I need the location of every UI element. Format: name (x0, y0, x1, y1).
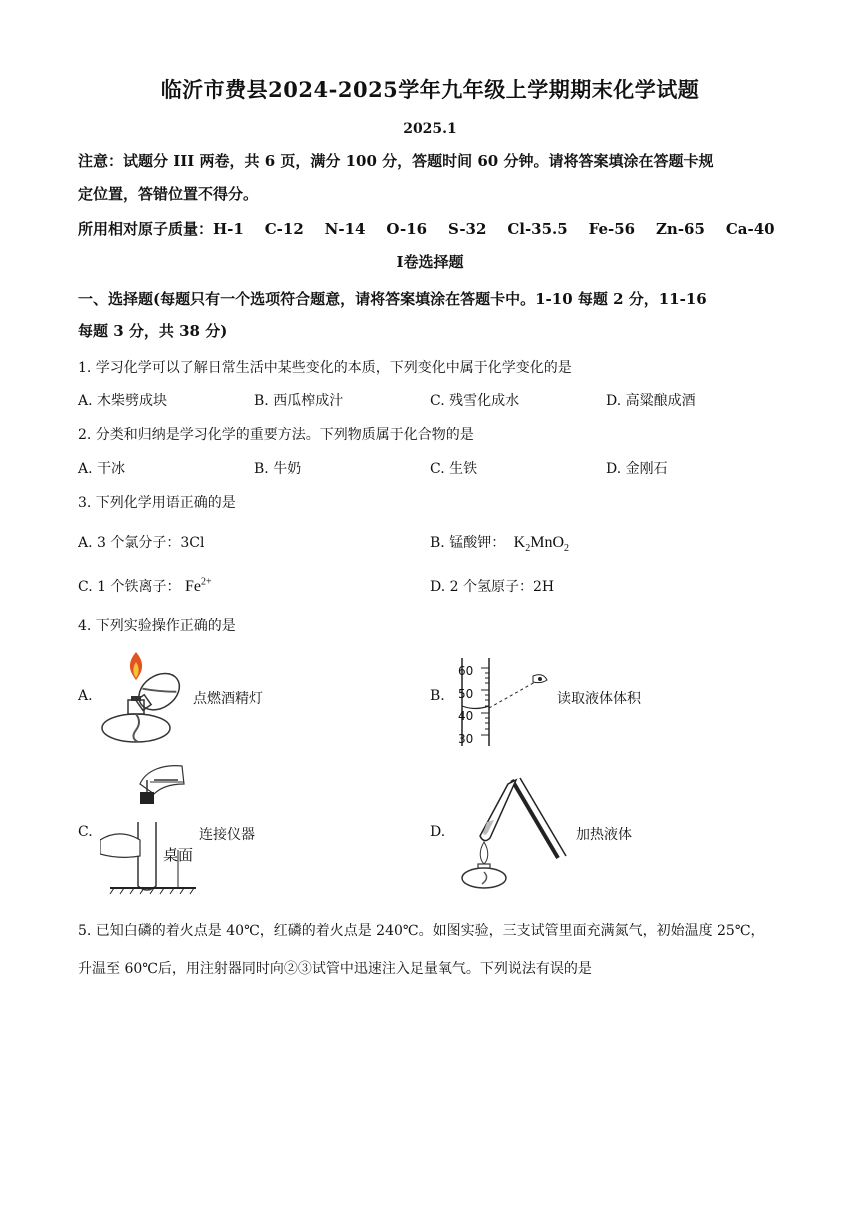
q2-option-b: B. 牛奶 (254, 461, 302, 477)
question-3-stem: 3. 下列化学用语正确的是 (78, 495, 236, 511)
q3-option-c-label: C. 1 个铁离子： (78, 579, 181, 595)
question-4-stem: 4. 下列实验操作正确的是 (78, 618, 236, 634)
potassium-manganate-formula: $K_2MnO_2$ (513, 534, 569, 555)
tick-label: 30 (458, 731, 474, 746)
q3-option-b-label: B. 锰酸钾： (430, 535, 506, 551)
q2-option-d: D. 金刚石 (606, 461, 668, 477)
q4-option-a-letter: A. (78, 688, 93, 704)
q3-option-b (430, 532, 569, 554)
alcohol-lamp-lighting-illustration (96, 650, 192, 746)
q4-option-a-caption: 点燃酒精灯 (193, 691, 263, 707)
question-5-stem-line-2: 升温至 60℃后，用注射器同时向②③试管中迅速注入足量氧气。下列说法有误的是 (78, 961, 592, 977)
q4-option-b-caption: 读取液体体积 (557, 691, 641, 707)
question-2-stem: 2. 分类和归纳是学习化学的重要方法。下列物质属于化合物的是 (78, 427, 474, 443)
section-title: Ⅰ卷选择题 (396, 253, 464, 271)
q4-option-c-caption: 连接仪器 (199, 827, 255, 843)
q1-option-d: D. 高粱酿成酒 (606, 393, 696, 409)
section-heading-line-1: 一、选择题(每题只有一个选项符合题意，请将答案填涂在答题卡中。1-10 每题 2 分，11-16 (78, 290, 707, 308)
q4-option-c-letter: C. (78, 824, 93, 840)
q4-option-b-letter: B. (430, 688, 445, 704)
notice-line-1: 注意：试题分 III 两卷，共 6 页，满分 100 分，答题时间 60 分钟。请将答案填涂在答题卡规 (78, 152, 714, 170)
heating-liquid-illustration (450, 772, 574, 890)
q3-option-c (78, 576, 212, 596)
desk-label: 桌面 (163, 846, 194, 864)
q3-option-d: D. 2 个氢原子：2H (430, 579, 555, 595)
q3-option-a: A. 3 个氯分子：3Cl (78, 535, 205, 551)
tick-label: 40 (458, 709, 474, 723)
page-title: 临沂市费县2024-2025学年九年级上学期期末化学试题 (160, 77, 700, 102)
exam-date: 2025.1 (403, 121, 457, 137)
tick-label: 60 (458, 664, 474, 678)
question-1-stem: 1. 学习化学可以了解日常生活中某些变化的本质，下列变化中属于化学变化的是 (78, 360, 572, 376)
atomic-masses: 所用相对原子质量：H-1 C-12 N-14 O-16 S-32 Cl-35.5 Fe-56 Zn-65 Ca-40 (78, 220, 775, 238)
connecting-apparatus-illustration (100, 760, 200, 896)
section-heading-line-2: 每题 3 分，共 38 分) (78, 322, 228, 340)
q1-option-b: B. 西瓜榨成汁 (254, 393, 344, 409)
q1-option-c: C. 残雪化成水 (430, 393, 520, 409)
q1-option-a: A. 木柴劈成块 (78, 393, 168, 409)
iron-ion-formula: $Fe^{2+}$ (184, 576, 212, 595)
notice-line-2: 定位置，答错位置不得分。 (78, 185, 259, 203)
question-5-stem-line-1: 5. 已知白磷的着火点是 40℃，红磷的着火点是 240℃。如图实验，三支试管里面充满氮气，初始温度 25℃， (78, 923, 765, 939)
q2-option-c: C. 生铁 (430, 461, 478, 477)
q4-option-d-caption: 加热液体 (576, 827, 632, 843)
q4-option-d-letter: D. (430, 824, 446, 840)
tick-label: 50 (458, 686, 474, 701)
q2-option-a: A. 干冰 (78, 461, 126, 477)
cylinder-scale (458, 660, 473, 750)
